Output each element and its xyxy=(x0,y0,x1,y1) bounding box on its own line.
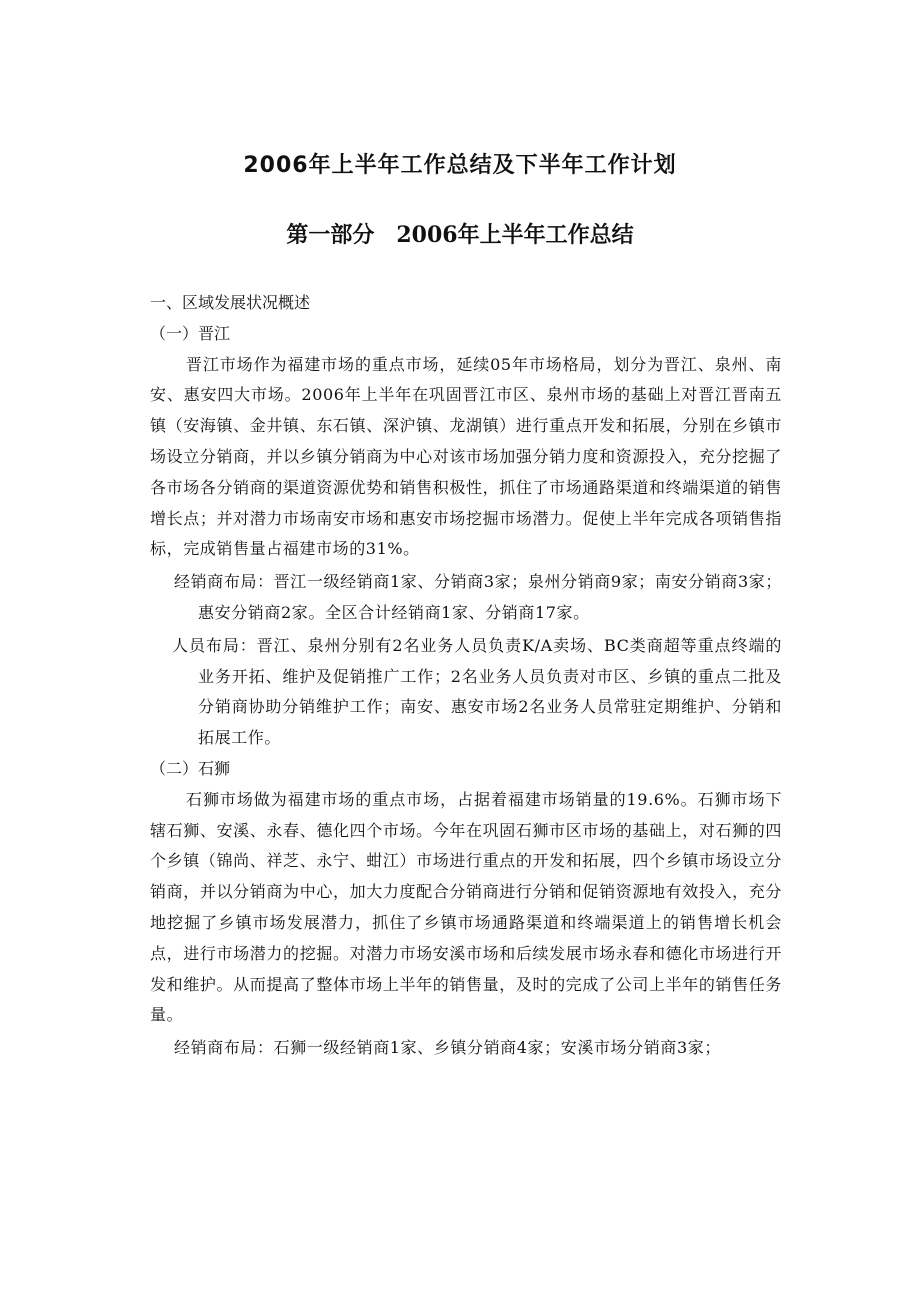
jinjiang-body-paragraph: 晋江市场作为福建市场的重点市场，延续05年市场格局，划分为晋江、泉州、南安、惠安四大市场。2006年上半年在巩固晋江市区、泉州市场的基础上对晋江晋南五镇（安海镇、金井镇、东石镇、深沪镇、龙湖镇）进行重点开发和拓展，分别在乡镇市场设立分销商，并以乡镇分销商为中心对该市场加强分销力度和资源投入，充分挖掘了各市场各分销商的渠道资源优势和销售积极性，抓住了市场通路渠道和终端渠道的销售增长点；并对潜力市场南安市场和惠安市场挖掘市场潜力。促使上半年完成各项销售指标，完成销售量占福建市场的31%。 xyxy=(150,354,782,559)
document-body xyxy=(150,288,782,1064)
shishi-body-paragraph: 石狮市场做为福建市场的重点市场，占据着福建市场销量的19.6%。石狮市场下辖石狮、安溪、永春、德化四个市场。今年在巩固石狮市区市场的基础上，对石狮的四个乡镇（锦尚、祥芝、永宁、蚶江）市场进行重点的开发和拓展，四个乡镇市场设立分销商，并以分销商为中心，加大力度配合分销商进行分销和促销资源地有效投入，充分地挖掘了乡镇市场发展潜力，抓住了乡镇市场通路渠道和终端渠道上的销售增长机会点，进行市场潜力的挖掘。对潜力市场安溪市场和后续发展市场永春和德化市场进行开发和维护。从而提高了整体市场上半年的销售量，及时的完成了公司上半年的销售任务量。 xyxy=(150,789,782,1025)
document-title: 2006年上半年工作总结及下半年工作计划 xyxy=(243,153,677,178)
subsection-heading-jinjiang: （一）晋江 xyxy=(150,323,231,343)
jinjiang-staff-layout: 人员布局：晋江、泉州分别有2名业务人员负责K/A卖场、BC类商超等重点终端的业务开拓、维护及促销推广工作；2名业务人员负责对市区、乡镇的重点二批及分销商协助分销维护工作；南安、惠安市场2名业务人员常驻定期维护、分销和拓展工作。 xyxy=(172,635,782,748)
section-heading: 一、区域发展状况概述 xyxy=(150,293,311,312)
part-title: 第一部分 2006年上半年工作总结 xyxy=(286,222,634,248)
subsection-heading-shishi: （二）石狮 xyxy=(150,758,231,778)
shishi-dealer-layout: 经销商布局：石狮一级经销商1家、乡镇分销商4家；安溪市场分销商3家； xyxy=(174,1038,721,1058)
jinjiang-dealer-layout: 经销商布局：晋江一级经销商1家、分销商3家；泉州分销商9家；南安分销商3家；惠安分销商2家。全区合计经销商1家、分销商17家。 xyxy=(174,572,782,622)
